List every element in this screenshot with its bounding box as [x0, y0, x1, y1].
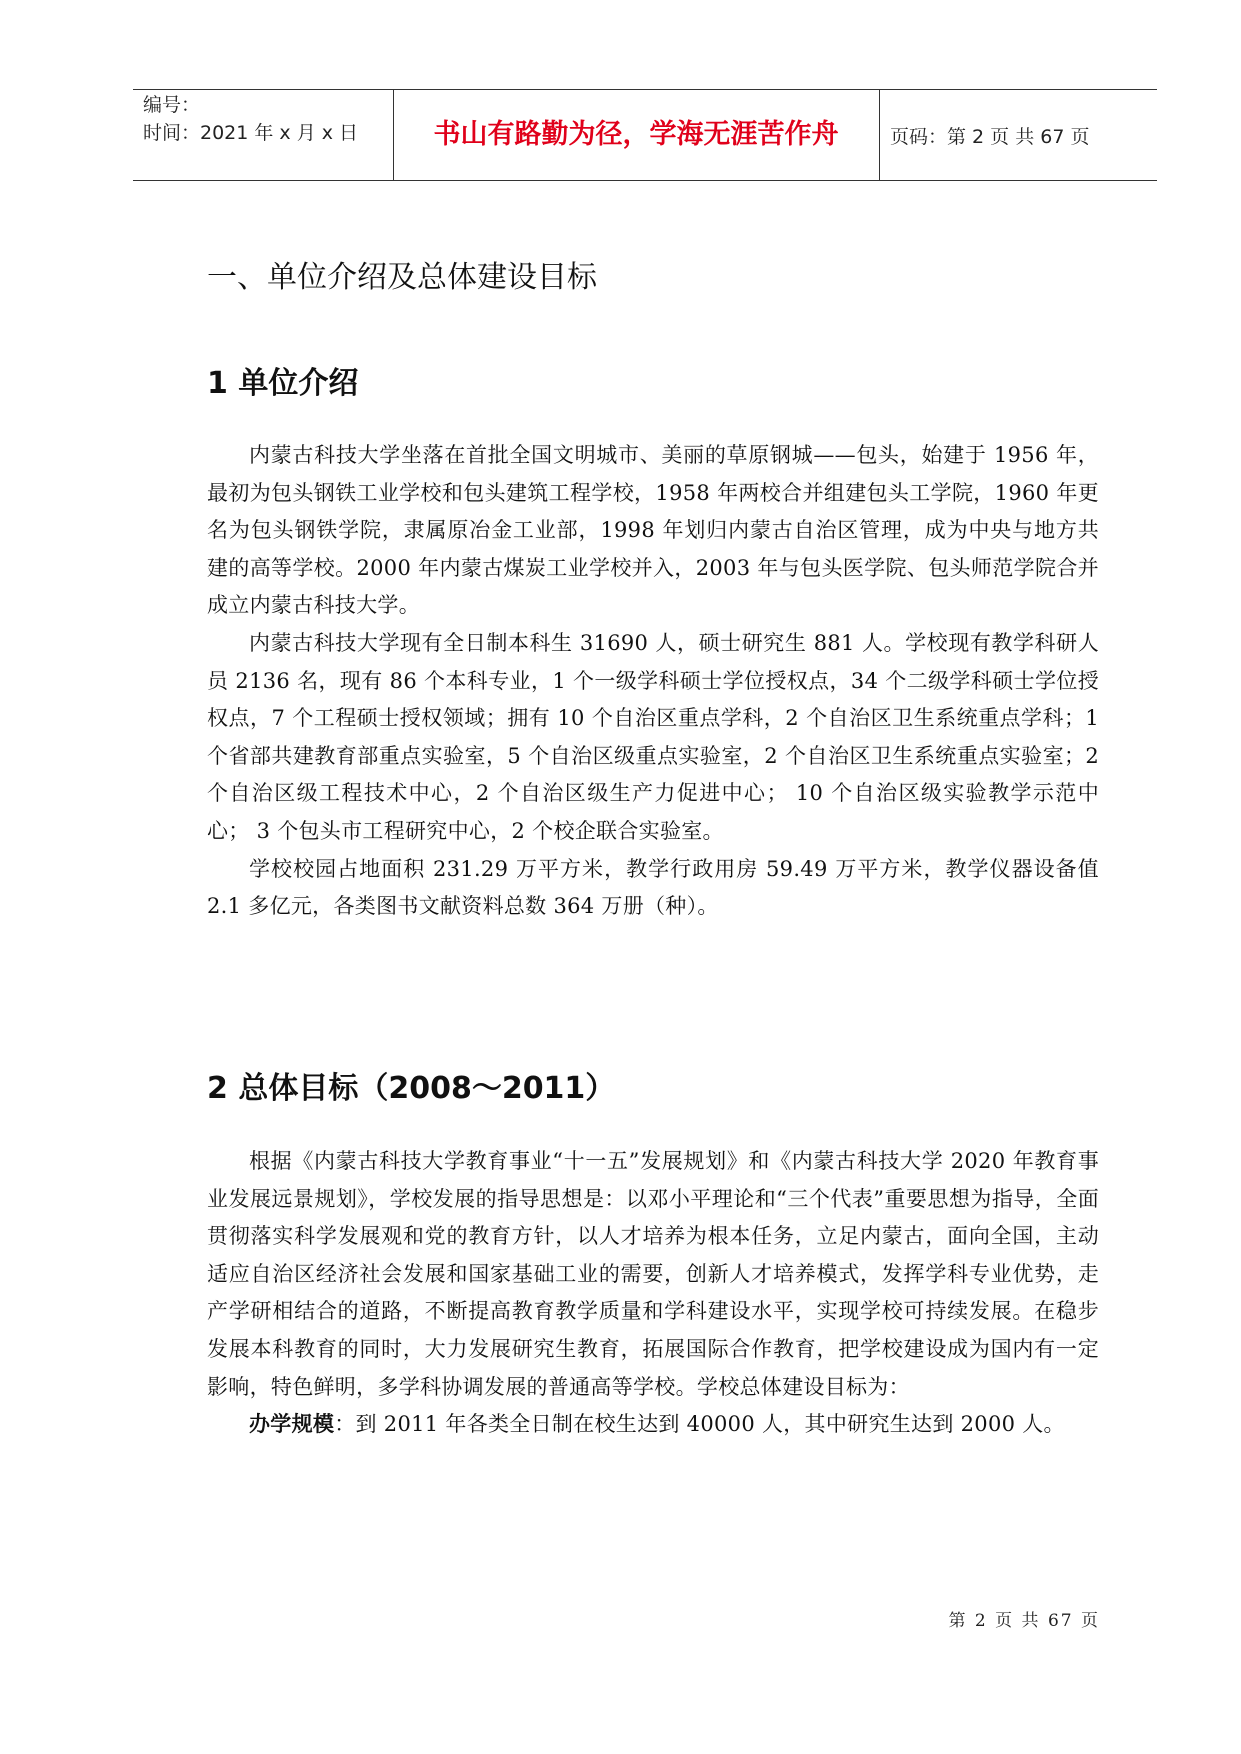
school-scale-label: 办学规模: [249, 1412, 335, 1437]
header-page-code: 页码：第 2 页 共 67 页: [890, 126, 1090, 148]
overall-goals-paragraphs: [207, 1143, 1099, 1444]
header-motto: 书山有路勤为径，学海无涯苦作舟: [433, 119, 839, 150]
header-top-rule: [133, 89, 1157, 90]
section-title: 一、单位介绍及总体建设目标: [207, 260, 597, 295]
paragraph: 内蒙古科技大学坐落在首批全国文明城市、美丽的草原钢城——包头，始建于 1956 年，最初为包头钢铁工业学校和包头建筑工程学校，1958 年两校合并组建包头工学院，1960 年更名为包头钢铁学院，隶属原冶金工业部，1998 年划归内蒙古自治区管理，成为中央与地方共建的高等学校。2000 年内蒙古煤炭工业学校并入，2003 年与包头医学院、包头师范学院合并成立内蒙古科技大学。: [207, 443, 1099, 618]
header-time-label: 时间：2021 年 x 月 x 日: [143, 122, 359, 144]
paragraph: 根据《内蒙古科技大学教育事业“十一五”发展规划》和《内蒙古科技大学 2020 年教育事业发展远景规划》，学校发展的指导思想是：以邓小平理论和“三个代表”重要思想为指导，全面贯彻落实科学发展观和党的教育方针，以人才培养为根本任务，立足内蒙古，面向全国，主动适应自治区经济社会发展和国家基础工业的需要，创新人才培养模式，发挥学科专业优势，走产学研相结合的道路，不断提高教育教学质量和学科建设水平，实现学校可持续发展。在稳步发展本科教育的同时，大力发展研究生教育，拓展国际合作教育，把学校建设成为国内有一定影响，特色鲜明，多学科协调发展的普通高等学校。学校总体建设目标为：: [207, 1149, 1099, 1399]
subsection-title-overall-goals: 2 总体目标（2008～2011）: [207, 1071, 616, 1106]
unit-intro-paragraphs: [207, 437, 1099, 926]
header-divider-right: [879, 89, 880, 181]
header-divider-left: [393, 89, 394, 181]
school-scale-text: ：到 2011 年各类全日制在校生达到 40000 人，其中研究生达到 2000 人。: [334, 1412, 1065, 1437]
paragraph: 内蒙古科技大学现有全日制本科生 31690 人，硕士研究生 881 人。学校现有教学科研人员 2136 名，现有 86 个本科专业，1 个一级学科硕士学位授权点，34 个二级学科硕士学位授权点，7 个工程硕士授权领域；拥有 10 个自治区重点学科，2 个自治区卫生系统重点学科；1 个省部共建教育部重点实验室，5 个自治区级重点实验室，2 个自治区卫生系统重点实验室；2 个自治区级工程技术中心，2 个自治区级生产力促进中心； 10 个自治区级实验教学示范中心； 3 个包头市工程研究中心，2 个校企联合实验室。: [207, 630, 1099, 843]
footer-page-number: 第 2 页 共 67 页: [948, 1611, 1100, 1631]
paragraph-school-scale: [207, 1406, 1099, 1444]
header-bottom-rule: [133, 180, 1157, 181]
header-info: [143, 91, 393, 147]
subsection-title-unit-intro: 1 单位介绍: [207, 366, 359, 401]
header-number-label: 编号：: [143, 94, 201, 116]
paragraph: 学校校园占地面积 231.29 万平方米，教学行政用房 59.49 万平方米，教学仪器设备值 2.1 多亿元，各类图书文献资料总数 364 万册（种）。: [207, 856, 1099, 919]
